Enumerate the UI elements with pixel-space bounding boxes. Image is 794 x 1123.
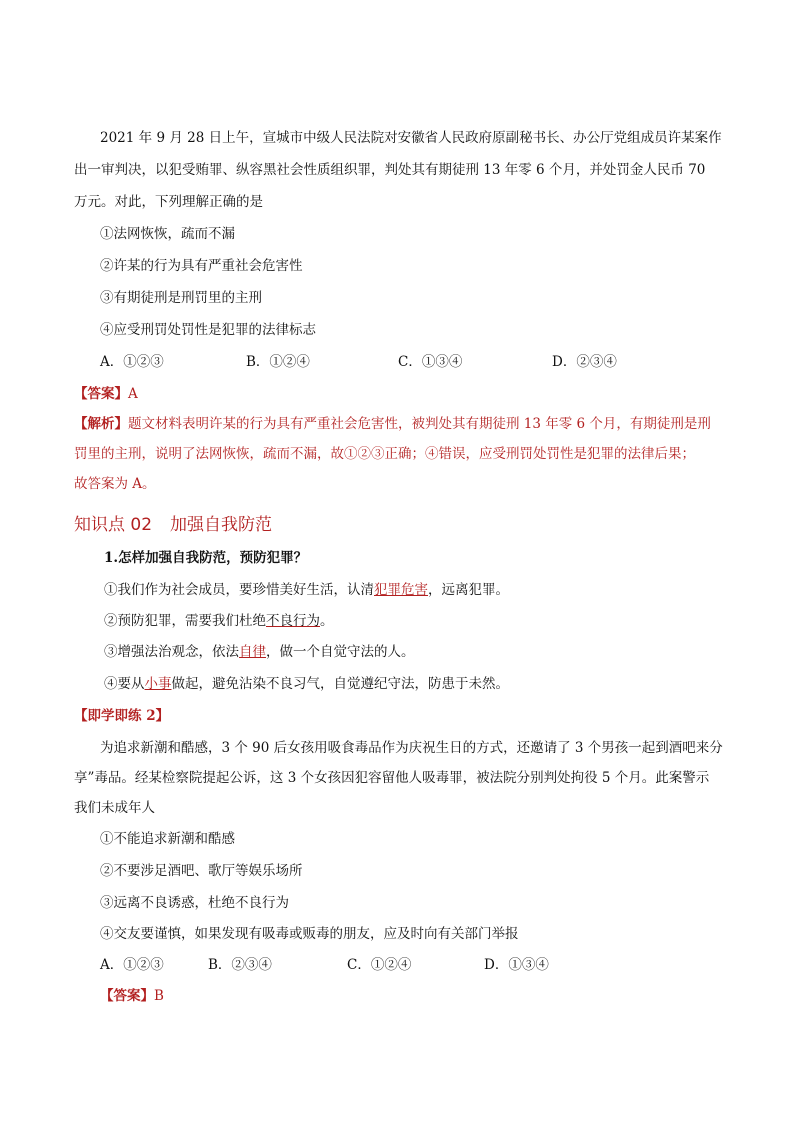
kp1-text-b: ，远离犯罪。 (428, 582, 509, 598)
kp3-keyword: 自律 (239, 644, 266, 660)
knowledge-point-4 (104, 674, 509, 694)
q2-answer-value: B (154, 988, 164, 1004)
q1-option-b[interactable]: B．①②④ (246, 354, 310, 370)
q2-stem-line-3: 我们未成年人 (74, 800, 155, 816)
q1-analysis-text-1: 题文材料表明许某的行为具有严重社会危害性，被判处其有期徒刑 13 年零 6 个月，有期徒刑是刑 (128, 416, 711, 432)
kp4-keyword: 小事 (144, 676, 172, 692)
kp1-keyword: 犯罪危害 (374, 582, 428, 598)
q1-analysis-line-1 (74, 414, 711, 434)
q1-stem-line-2: 出一审判决，以犯受贿罪、纵容黑社会性质组织罪，判处其有期徒刑 13 年零 6 个月，并处罚金人民币 70 (74, 162, 706, 178)
knowledge-question: 1.怎样加强自我防范，预防犯罪？ (104, 550, 308, 566)
q1-item-3: ③有期徒刑是刑罚里的主刑 (100, 290, 262, 306)
q1-analysis-line-2: 罚里的主刑，说明了法网恢恢，疏而不漏，故①②③正确；④错误，应受刑罚处罚性是犯罪的法律后果； (74, 446, 695, 462)
section-number: 知识点 02 (74, 515, 153, 535)
q1-analysis-line-3: 故答案为 A。 (74, 476, 156, 492)
q1-analysis-label: 【解析】 (74, 416, 128, 432)
q2-answer-label: 【答案】 (100, 988, 154, 1004)
q2-item-2: ②不要涉足酒吧、歌厅等娱乐场所 (100, 863, 303, 879)
q2-option-b[interactable]: B．②③④ (208, 957, 272, 973)
q2-item-3: ③远离不良诱惑，杜绝不良行为 (100, 895, 289, 911)
section-title: 加强自我防范 (170, 515, 273, 535)
kp2-keyword: 不良行为 (266, 613, 320, 629)
kp2-text-a: ②预防犯罪，需要我们杜绝 (104, 613, 266, 629)
knowledge-point-1 (104, 580, 509, 600)
kp3-text-a: ③增强法治观念，依法 (104, 644, 239, 660)
q1-stem-line-3: 万元。对此，下列理解正确的是 (74, 194, 263, 210)
q2-item-4: ④交友要谨慎，如果发现有吸毒或贩毒的朋友，应及时向有关部门举报 (100, 926, 519, 942)
kp2-text-b: 。 (320, 613, 334, 629)
q2-stem-line-2: 享”毒品。经某检察院提起公诉，这 3 个女孩因犯容留他人吸毒罪，被法院分别判处拘役 5 个月。此案警示 (74, 770, 710, 786)
q2-label: 【即学即练 2】 (74, 708, 170, 724)
kp4-text-a: ④要从 (104, 676, 145, 692)
q2-item-1: ①不能追求新潮和酷感 (100, 831, 235, 847)
q1-stem-line-1: 2021 年 9 月 28 日上午，宣城市中级人民法院对安徽省人民政府原副秘书长、办公厅党组成员许某案作 (100, 130, 722, 146)
kp1-text-a: ①我们作为社会成员，要珍惜美好生活，认清 (104, 582, 374, 598)
knowledge-point-3 (104, 642, 415, 662)
kp3-text-b: ，做一个自觉守法的人。 (266, 644, 415, 660)
knowledge-point-2 (104, 611, 334, 631)
q1-option-a[interactable]: A．①②③ (100, 354, 164, 370)
q2-stem-line-1: 为追求新潮和酷感，3 个 90 后女孩用吸食毒品作为庆祝生日的方式，还邀请了 3 个男孩一起到酒吧来分 (100, 740, 723, 756)
q2-option-c[interactable]: C．①②④ (347, 957, 412, 973)
q2-option-d[interactable]: D．①③④ (484, 957, 549, 973)
q1-item-2: ②许某的行为具有严重社会危害性 (100, 258, 303, 274)
q2-answer (100, 986, 164, 1006)
q1-answer-label: 【答案】 (74, 386, 128, 402)
q1-answer-value: A (128, 386, 138, 402)
q1-answer (74, 384, 138, 404)
q1-option-d[interactable]: D．②③④ (552, 354, 617, 370)
kp4-text-b: 做起，避免沾染不良习气，自觉遵纪守法，防患于未然。 (171, 676, 509, 692)
q2-option-a[interactable]: A．①②③ (100, 957, 164, 973)
q1-stem-line-3-wrap (74, 162, 263, 210)
q1-option-c[interactable]: C．①③④ (398, 354, 463, 370)
q1-item-4: ④应受刑罚处罚性是犯罪的法律标志 (100, 322, 316, 338)
q1-item-1: ①法网恢恢，疏而不漏 (100, 226, 235, 242)
section-heading (74, 510, 272, 535)
